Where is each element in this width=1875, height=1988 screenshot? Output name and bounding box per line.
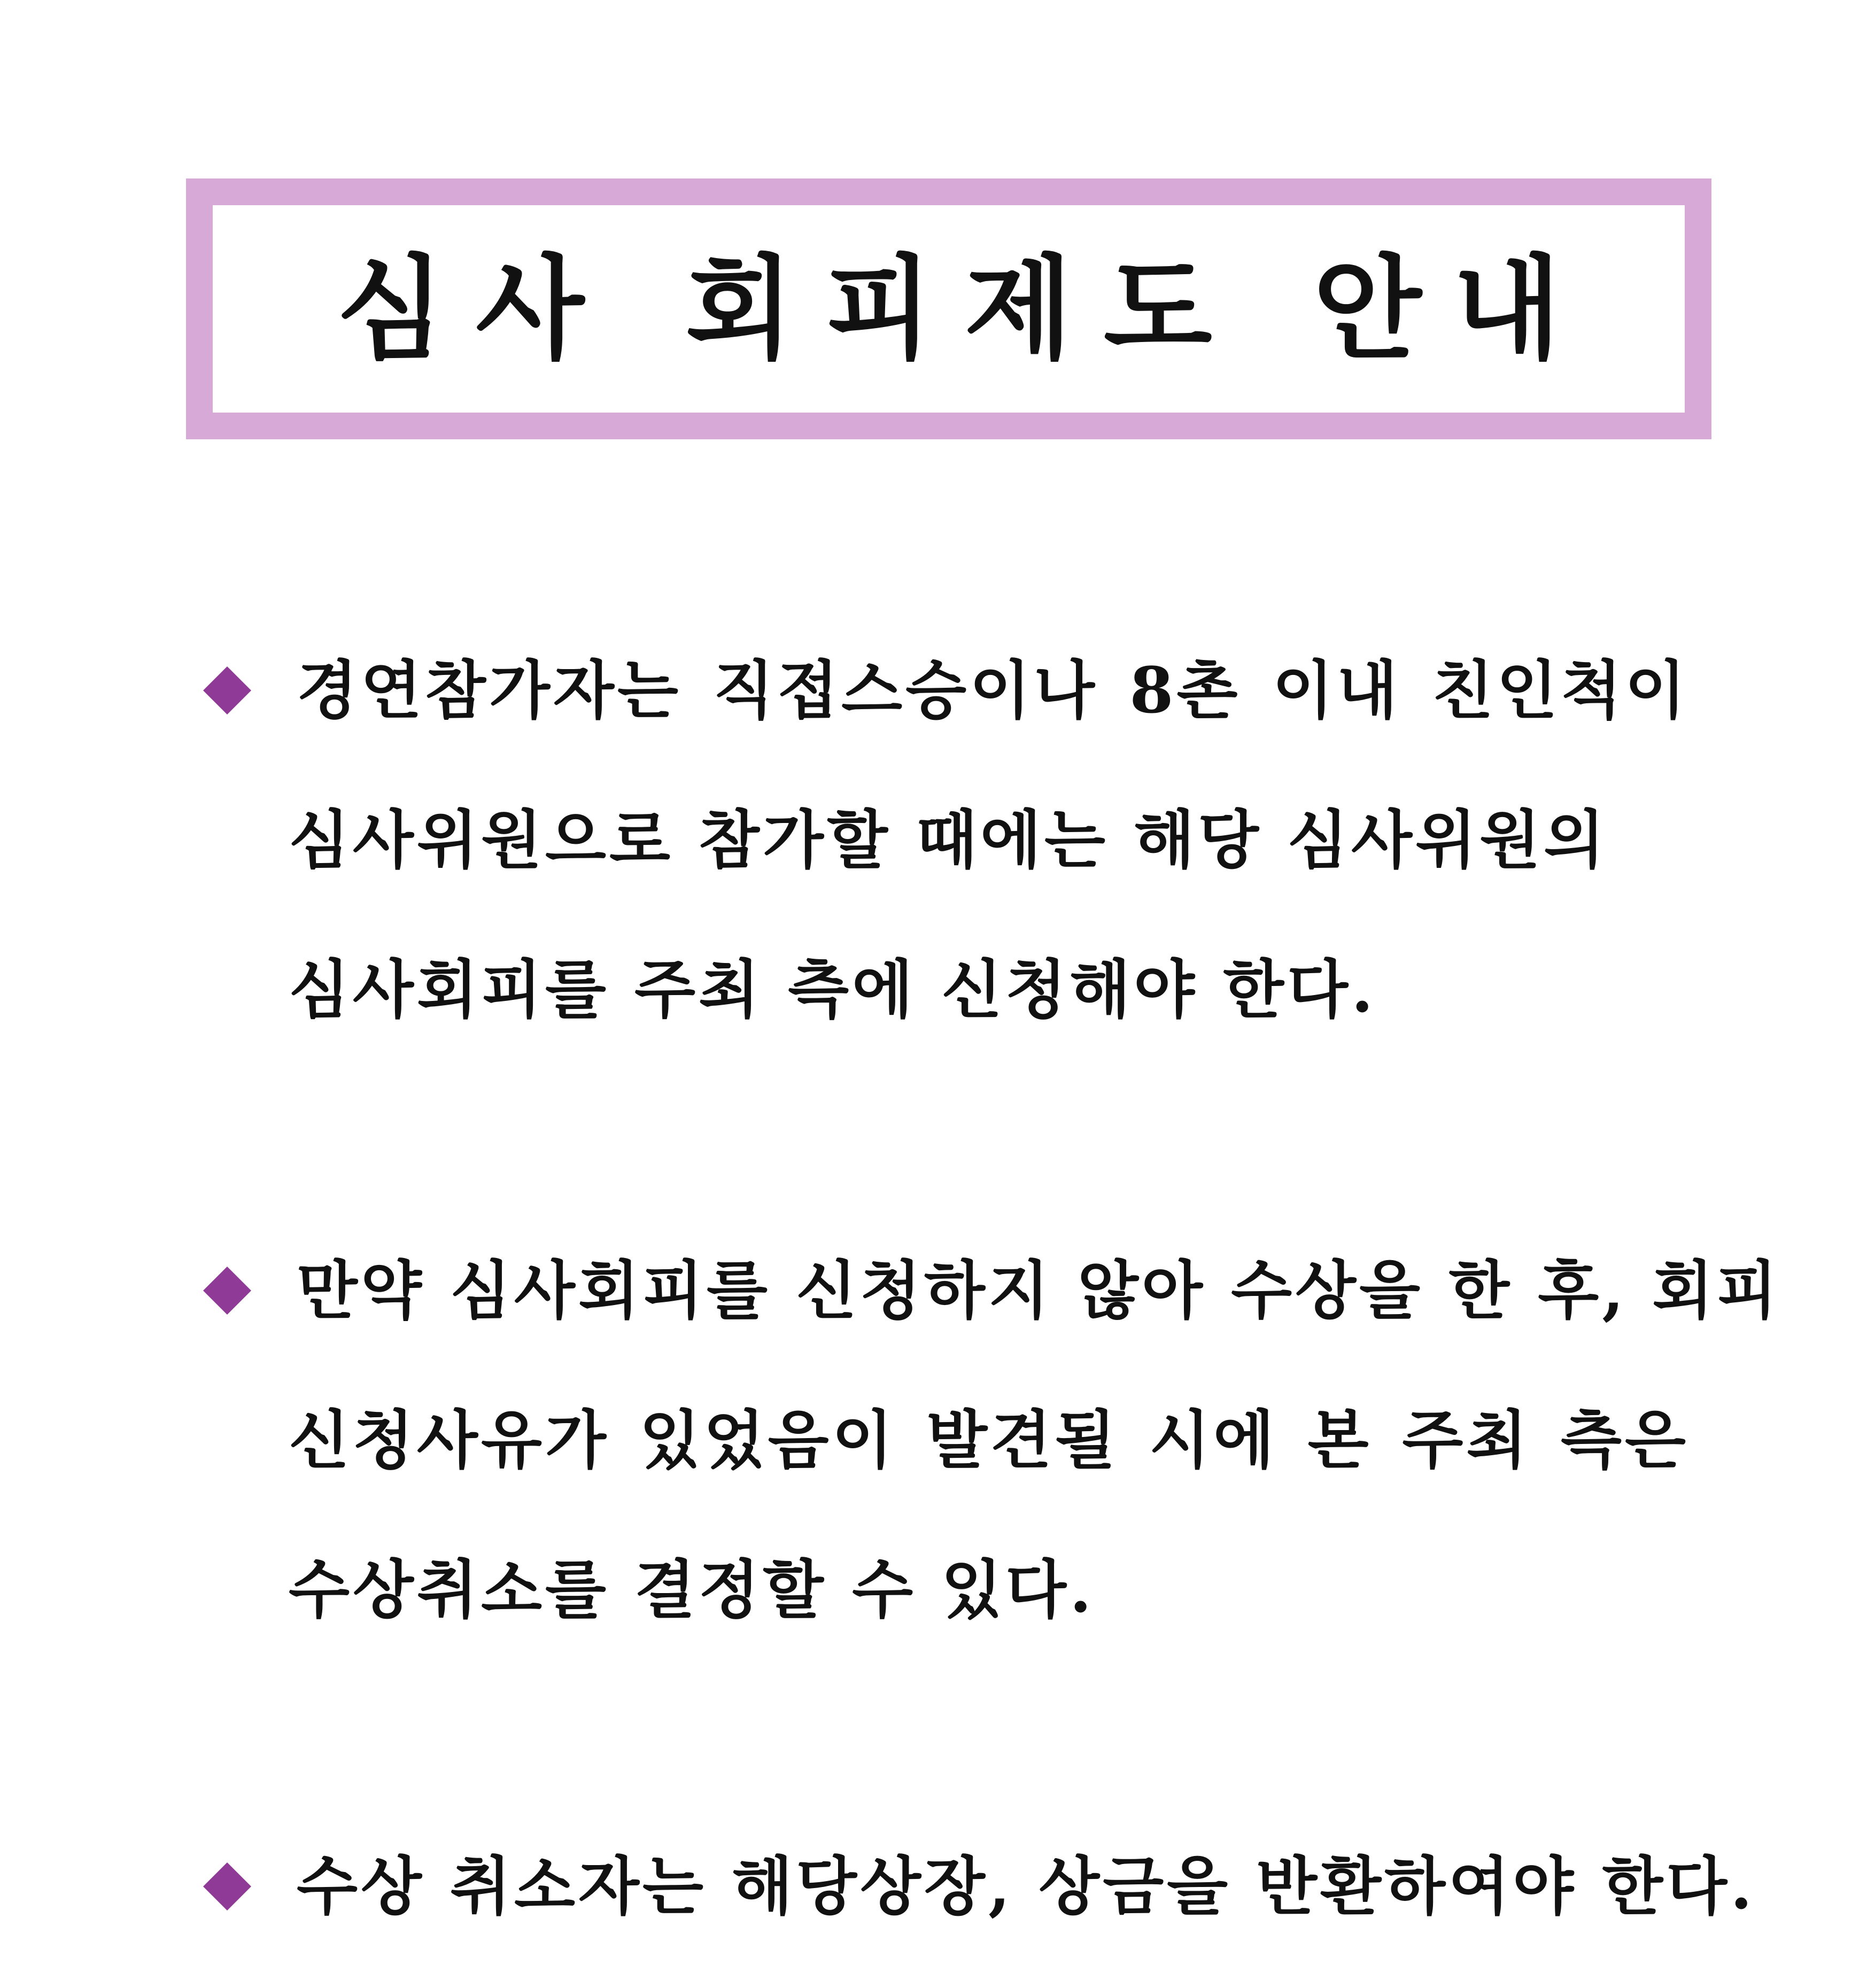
- notice-2-line-1: 만약 심사회피를 신청하지 않아 수상을 한 후, 회피: [297, 1253, 1781, 1327]
- notice-item-2: [203, 1253, 1781, 1659]
- page-title: 심사 회피제도 안내: [336, 243, 1592, 375]
- diamond-icon: [203, 1862, 251, 1911]
- notice-1-line-1: 경연참가자는 직접스승이나 8촌 이내 친인척이: [297, 653, 1689, 727]
- notice-1-line-3: 심사회피를 주최 측에 신청해야 한다.: [289, 952, 1377, 1027]
- notice-3-line-1: 수상 취소자는 해당상장, 상금을 반환하여야 한다.: [297, 1849, 1756, 1923]
- notice-2-line-2: 신청사유가 있었음이 발견될 시에 본 주최 측은: [289, 1403, 1689, 1477]
- notice-1-line-2: 심사위원으로 참가할 때에는 해당 심사위원의: [289, 803, 1608, 877]
- notice-item-1: [203, 653, 1689, 1059]
- diamond-icon: [203, 666, 251, 715]
- title-frame: [186, 178, 1711, 439]
- notice-2-line-3: 수상취소를 결정할 수 있다.: [289, 1552, 1095, 1627]
- diamond-icon: [203, 1267, 251, 1315]
- notice-item-3: [203, 1849, 1756, 1935]
